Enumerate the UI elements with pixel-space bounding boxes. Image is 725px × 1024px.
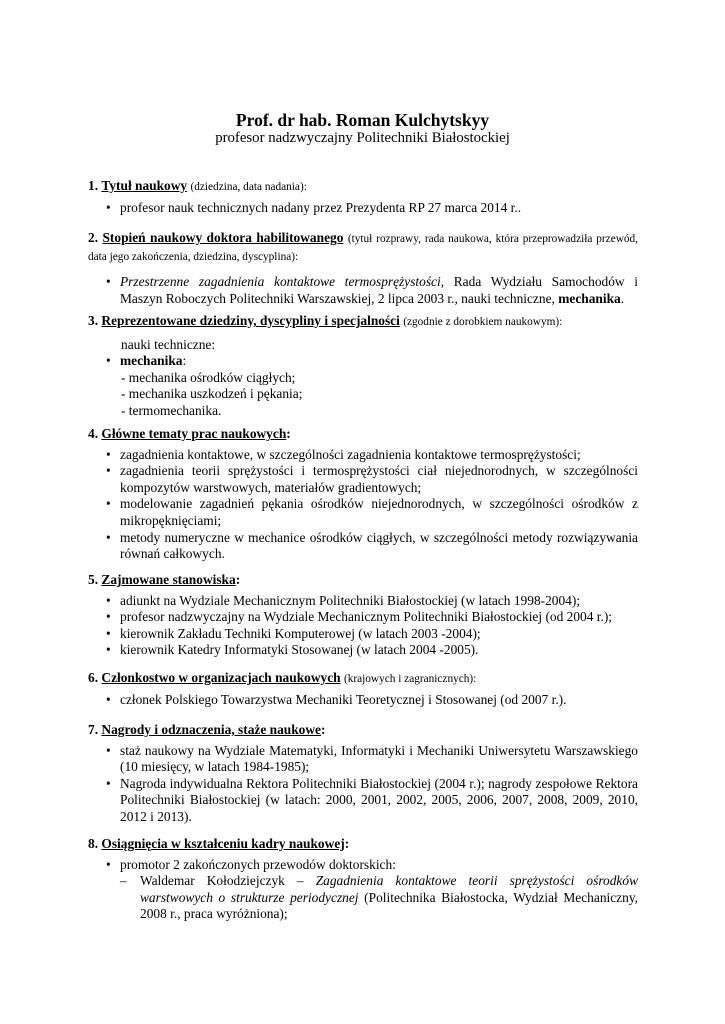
- section-number: 3.: [88, 313, 99, 328]
- list-item: • adiunkt na Wydziale Mechanicznym Politechniki Białostockiej (w latach 1998-2004);: [88, 593, 638, 610]
- bullet-list: [88, 857, 638, 874]
- dash-list: [88, 873, 638, 923]
- thesis-field: mechanika: [558, 290, 621, 306]
- section-heading: [88, 230, 638, 265]
- doctoral-student-item: [120, 873, 638, 923]
- list-item: • członek Polskiego Towarzystwa Mechaniki Teoretycznej i Stosowanej (od 2007 r.).: [88, 692, 638, 709]
- section-colon: :: [344, 836, 350, 851]
- domain-label: nauki techniczne:: [121, 336, 216, 352]
- section-research-topics: [88, 426, 638, 563]
- discipline-name: mechanika: [120, 353, 183, 369]
- bullet-list: [88, 593, 638, 659]
- section-awards: [88, 722, 638, 826]
- section-comment: (tytuł rozprawy, rada naukowa, która przeprowadziła przewód, data jego zakończenia, dziedzina, dyscyplina):: [88, 233, 638, 263]
- specialty-item: - termomechanika.: [121, 402, 222, 418]
- bullet-list: [88, 692, 638, 709]
- bullet-list: [88, 200, 638, 217]
- student-name: Waldemar Kołodziejczyk –: [140, 873, 316, 889]
- section-comment: (dziedzina, data nadania):: [190, 181, 307, 193]
- section-colon: :: [235, 572, 241, 587]
- section-number: 7.: [88, 722, 99, 737]
- list-item: • Nagroda indywidualna Rektora Politechniki Białostockiej (2004 r.); nagrody zespołowe Rektora Politechniki Białostockiej (w latach: 2000, 2001, 2002, 2005, 2006, 2007, 2008, 2009, 2010, 2012 i 2013).: [88, 776, 638, 826]
- section-number: 2.: [88, 230, 99, 245]
- person-position: profesor nadzwyczajny Politechniki Białostockiej: [215, 130, 510, 146]
- section-title: Osiągnięcia w kształceniu kadry naukowej: [101, 836, 345, 851]
- section-heading: [88, 178, 638, 196]
- discipline-colon: :: [182, 353, 187, 369]
- section-number: 4.: [88, 426, 99, 441]
- section-title: Tytuł naukowy: [101, 178, 188, 193]
- section-supervision: [88, 836, 638, 923]
- list-item: • modelowanie zagadnień pękania ośrodków niejednorodnych, w szczególności ośrodków z mikropęknięciami;: [88, 496, 638, 529]
- dissertation-title: Zagadnienia kontaktowe teorii sprężystości ośrodków warstwowych o strukturze periodycznej: [140, 873, 638, 905]
- section-number: 5.: [88, 572, 99, 587]
- section-number: 1.: [88, 178, 99, 193]
- thesis-title: Przestrzenne zagadnienia kontaktowe termosprężystości: [120, 274, 441, 290]
- list-item: • zagadnienia teorii sprężystości i termosprężystości ciał niejednorodnych, w szczególności kompozytów warstwowych, materiałów gradientowych;: [88, 463, 638, 496]
- section-positions: [88, 572, 638, 659]
- section-title: Członkostwo w organizacjach naukowych: [101, 670, 341, 685]
- section-heading: [88, 572, 638, 589]
- section-colon: :: [321, 722, 326, 737]
- person-name: Prof. dr hab. Roman Kulchytskyy: [235, 110, 490, 130]
- section-comment: (krajowych i zagranicznych):: [343, 673, 477, 685]
- list-item: • kierownik Katedry Informatyki Stosowanej (w latach 2004 -2005).: [88, 642, 638, 659]
- thesis-end: .: [620, 290, 625, 306]
- section-comment: (zgodnie z dorobkiem naukowym):: [403, 316, 563, 328]
- section-disciplines: [88, 313, 638, 420]
- section-habilitation: [88, 230, 638, 307]
- section-heading: [88, 426, 638, 443]
- section-number: 6.: [88, 670, 99, 685]
- section-number: 8.: [88, 836, 99, 851]
- section-title: Reprezentowane dziedziny, dyscypliny i specjalności: [101, 313, 400, 328]
- section-colon: :: [286, 426, 291, 441]
- section-heading: [88, 670, 638, 688]
- list-item: • profesor nauk technicznych nadany przez Prezydenta RP 27 marca 2014 r..: [88, 200, 638, 217]
- list-item: • zagadnienia kontaktowe, w szczególności zagadnienia kontaktowe termosprężystości;: [88, 447, 638, 464]
- specialty-item: - mechanika ośrodków ciągłych;: [121, 369, 296, 385]
- section-memberships: [88, 670, 638, 708]
- list-item: • staż naukowy na Wydziale Matematyki, Informatyki i Mechaniki Uniwersytetu Warszawskiego (10 miesięcy, w latach 1984-1985);: [88, 743, 638, 776]
- section-heading: [88, 722, 638, 739]
- list-item: • promotor 2 zakończonych przewodów doktorskich:: [88, 857, 638, 874]
- section-heading: [88, 836, 638, 853]
- list-item: [88, 274, 638, 307]
- bullet-list: [88, 274, 638, 307]
- bullet-list: [88, 447, 638, 563]
- list-item: [88, 353, 638, 370]
- list-item: • kierownik Zakładu Techniki Komputerowej (w latach 2003 -2004);: [88, 626, 638, 643]
- specialty-item: - mechanika uszkodzeń i pękania;: [121, 386, 303, 402]
- section-title: Główne tematy prac naukowych: [101, 426, 287, 441]
- thesis-details: , Rada Wydziału Samochodów i Maszyn Roboczych Politechniki Warszawskiej, 2 lipca 2003 r., nauki techniczne,: [120, 274, 639, 306]
- bullet-list: [88, 353, 638, 370]
- list-item: • metody numeryczne w mechanice ośrodków ciągłych, w szczególności metody rozwiązywania równań całkowych.: [88, 530, 638, 563]
- section-heading: [88, 313, 638, 331]
- dissertation-details: (Politechnika Białostocka, Wydział Mechaniczny, 2008 r., praca wyróżniona);: [140, 889, 638, 922]
- section-academic-title: [88, 178, 638, 216]
- section-title: Nagrody i odznaczenia, staże naukowe: [101, 722, 321, 737]
- section-title: Stopień naukowy doktora habilitowanego: [102, 230, 344, 245]
- section-title: Zajmowane stanowiska: [101, 572, 236, 587]
- list-item: • profesor nadzwyczajny na Wydziale Mechanicznym Politechniki Białostockiej (od 2004 r.);: [88, 609, 638, 626]
- bullet-list: [88, 743, 638, 826]
